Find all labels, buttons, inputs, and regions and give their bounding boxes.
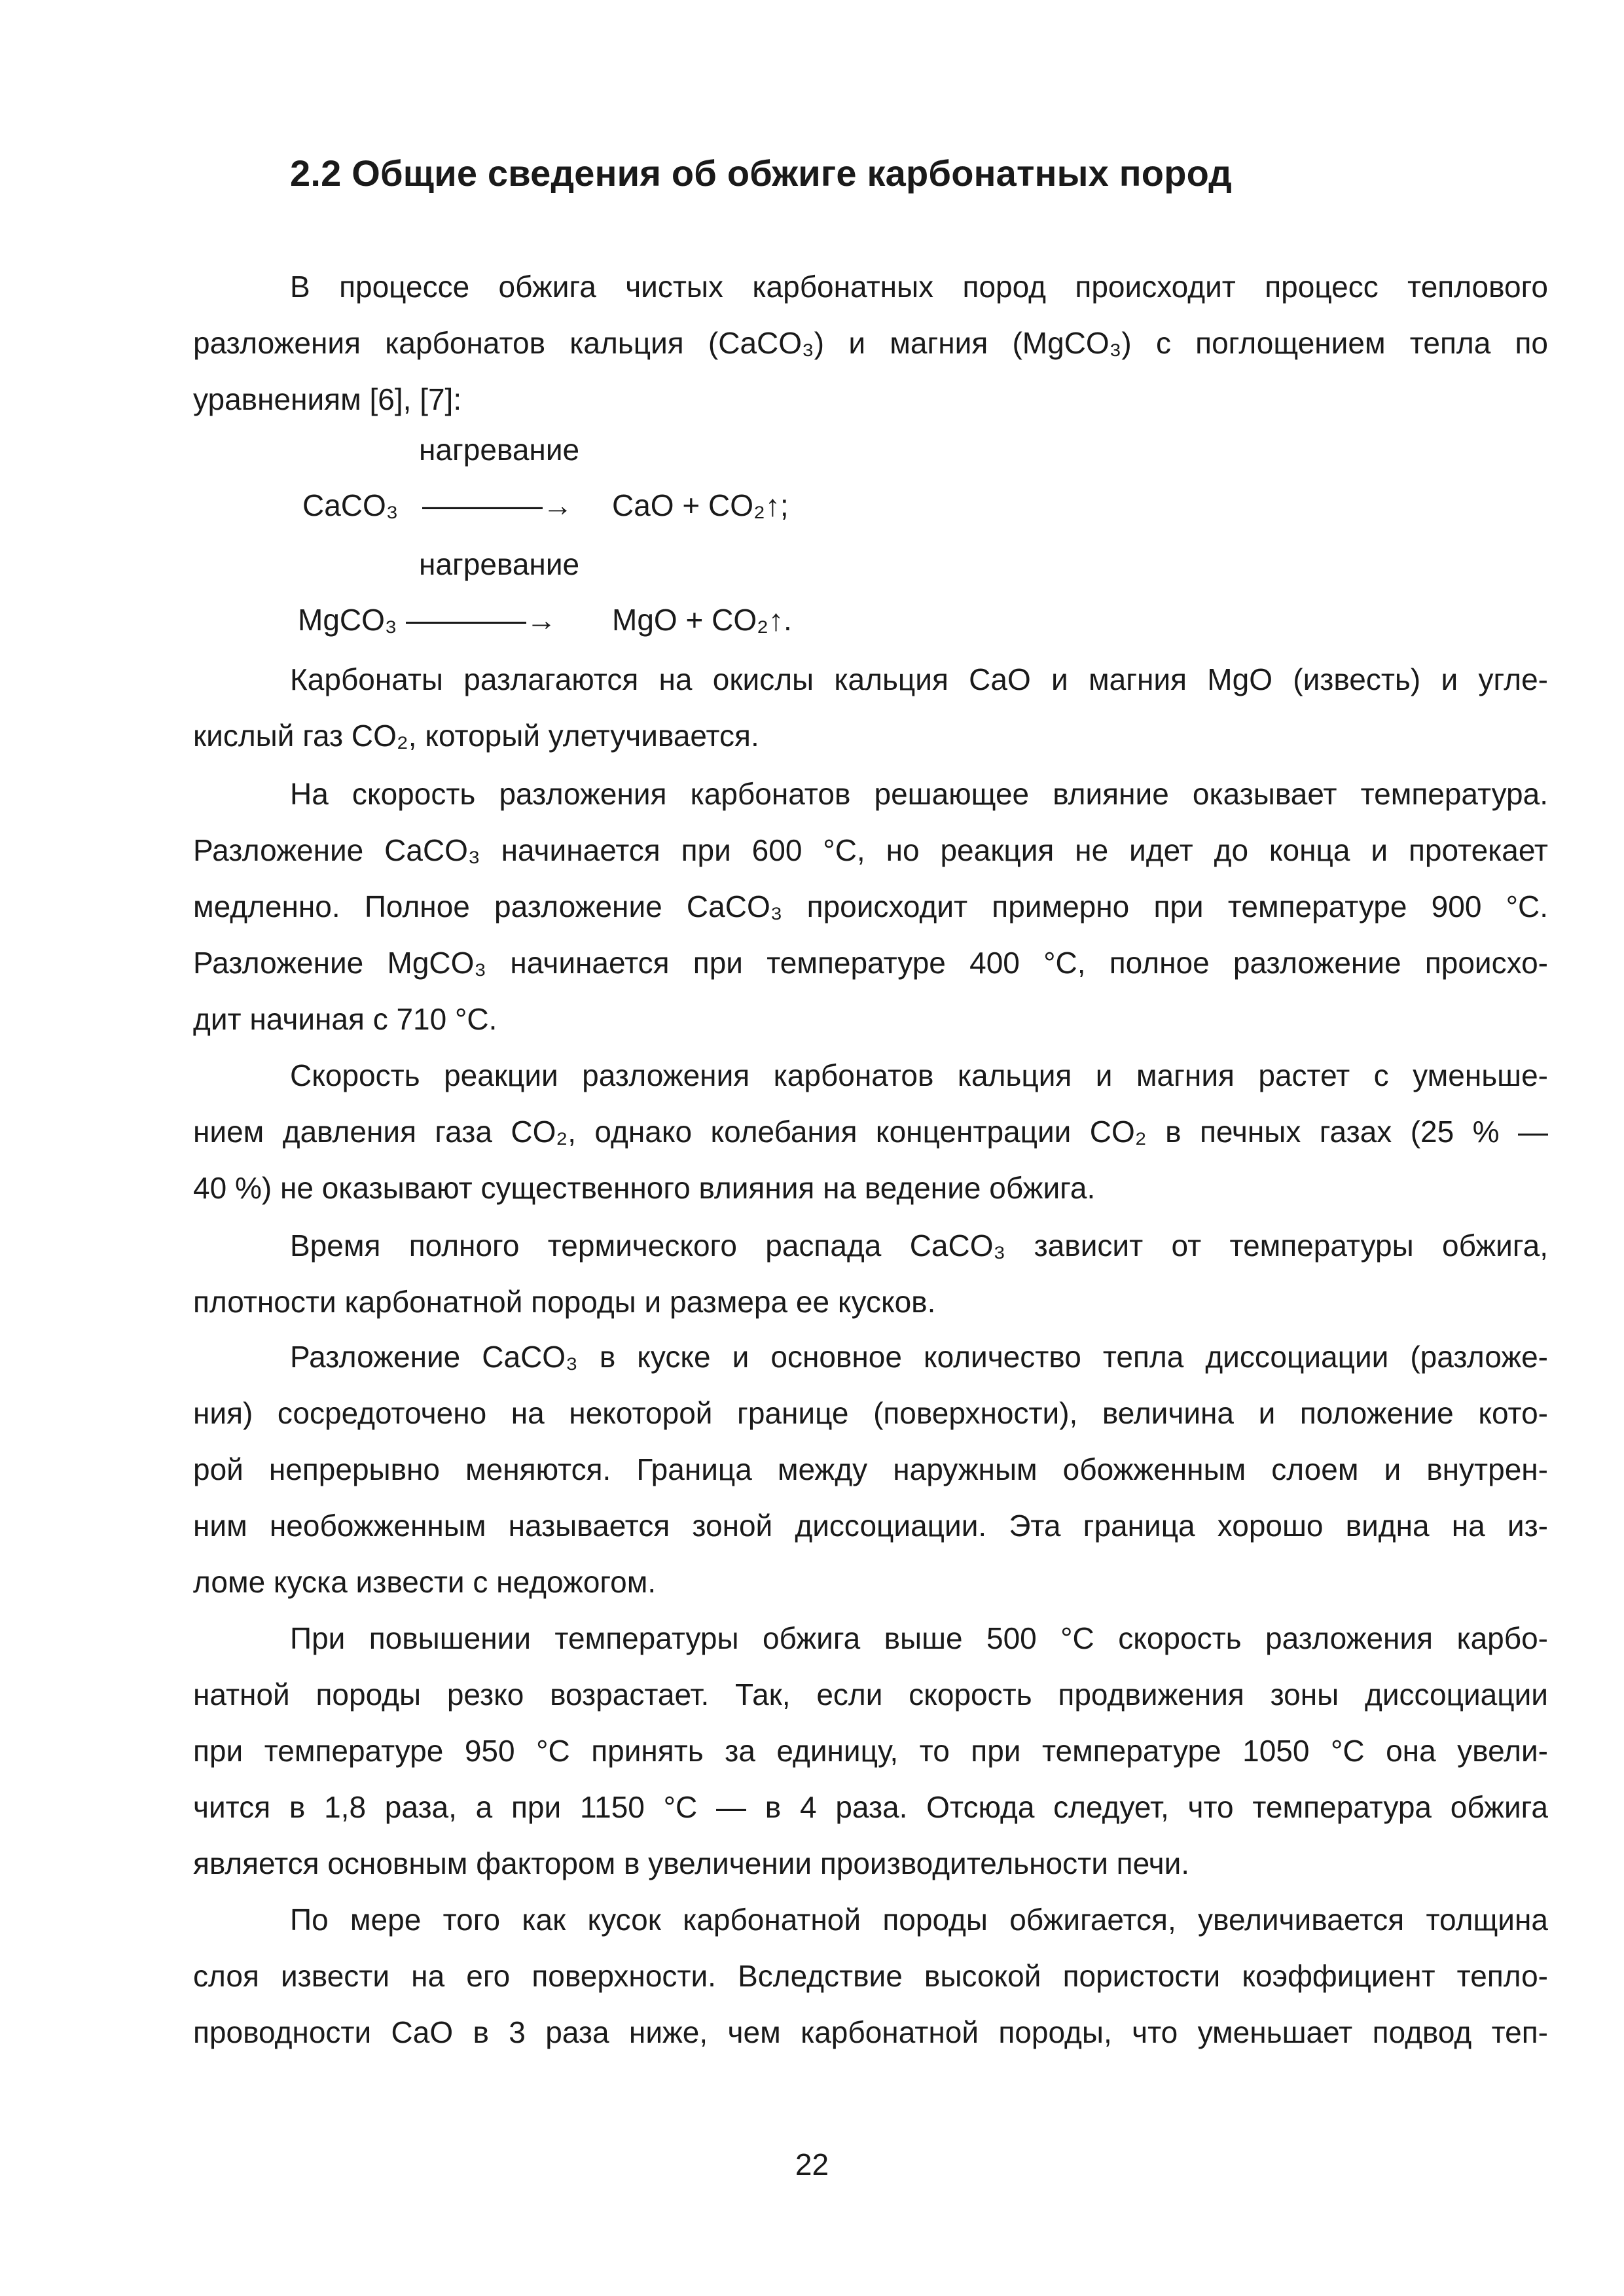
text-line: По мере того как кусок карбонатной породы обжигается, увеличивается толщина bbox=[290, 1903, 1548, 1937]
text-line: плотности карбонатной породы и размера ее кусков. bbox=[193, 1285, 936, 1319]
text-line: натной породы резко возрастает. Так, если скорость продвижения зоны диссоциации bbox=[193, 1677, 1548, 1712]
equation-1-condition: нагревание bbox=[419, 433, 580, 467]
paragraph-intro bbox=[193, 259, 1548, 427]
equation-2-arrow: ————→ bbox=[406, 603, 556, 637]
text-line: 40 %) не оказывают существенного влияния на ведение обжига. bbox=[193, 1171, 1096, 1205]
text-line: Разложение CaCO₃ начинается при 600 °С, но реакция не идет до конца и протекает bbox=[193, 833, 1548, 867]
paragraph-lime-layer bbox=[193, 1892, 1548, 2060]
text-line: В процессе обжига чистых карбонатных пород происходит процесс теплового bbox=[290, 270, 1548, 304]
text-line: слоя извести на его поверхности. Вследствие высокой пористости коэффициент тепло- bbox=[193, 1959, 1548, 1993]
equation-1-arrow: ————→ bbox=[422, 488, 573, 522]
equation-2-products: MgO + CO₂↑. bbox=[612, 603, 792, 637]
text-line: чится в 1,8 раза, а при 1150 °С — в 4 раза. Отсюда следует, что температура обжига bbox=[193, 1790, 1548, 1824]
text-line: Карбонаты разлагаются на окислы кальция CaO и магния MgO (известь) и угле- bbox=[290, 662, 1548, 696]
paragraph-temperature bbox=[193, 766, 1548, 1047]
text-line: разложения карбонатов кальция (CaCO₃) и магния (MgCO₃) с поглощением тепла по bbox=[193, 326, 1548, 360]
section-heading: 2.2 Общие сведения об обжиге карбонатных пород bbox=[290, 152, 1233, 194]
text-line: На скорость разложения карбонатов решающее влияние оказывает температура. bbox=[290, 777, 1548, 811]
text-line: уравнениям [6], [7]: bbox=[193, 382, 462, 416]
paragraph-rate-increase bbox=[193, 1610, 1548, 1892]
text-line: Разложение MgCO₃ начинается при температуре 400 °С, полное разложение происхо- bbox=[193, 946, 1548, 980]
text-line: ним необожженным называется зоной диссоциации. Эта граница хорошо видна на из- bbox=[193, 1509, 1548, 1543]
text-line: При повышении температуры обжига выше 500 °С скорость разложения карбо- bbox=[290, 1621, 1548, 1655]
text-line: Скорость реакции разложения карбонатов кальция и магния растет с уменьше- bbox=[290, 1058, 1548, 1092]
text-line: Разложение CaCO₃ в куске и основное количество тепла диссоциации (разложе- bbox=[290, 1340, 1548, 1374]
equation-1-reactant: CaCO₃ bbox=[302, 488, 399, 522]
paragraph-decay-time bbox=[193, 1217, 1548, 1330]
text-line: Время полного термического распада CaCO₃ зависит от температуры обжига, bbox=[290, 1229, 1548, 1263]
text-line: проводности CaO в 3 раза ниже, чем карбонатной породы, что уменьшает подвод теп- bbox=[193, 2015, 1548, 2049]
text-line: рой непрерывно меняются. Граница между наружным обожженным слоем и внутрен- bbox=[193, 1452, 1548, 1486]
text-line: является основным фактором в увеличении производительности печи. bbox=[193, 1846, 1190, 1880]
equation-1-products: CaO + CO₂↑; bbox=[612, 488, 789, 522]
equation-2-reactant: MgCO₃ bbox=[298, 603, 397, 637]
paragraph-dissociation-zone bbox=[193, 1329, 1548, 1610]
text-line: ломе куска извести с недожогом. bbox=[193, 1565, 657, 1599]
page-number: 22 bbox=[795, 2147, 829, 2181]
text-line: при температуре 950 °С принять за единицу, то при температуре 1050 °С она увели- bbox=[193, 1734, 1548, 1768]
text-line: ния) сосредоточено на некоторой границе (поверхности), величина и положение кото- bbox=[193, 1396, 1548, 1430]
equation-2-condition: нагревание bbox=[419, 547, 580, 581]
paragraph-pressure bbox=[193, 1047, 1548, 1216]
text-line: кислый газ CO₂, который улетучивается. bbox=[193, 719, 759, 753]
text-line: медленно. Полное разложение CaCO₃ происходит примерно при температуре 900 °С. bbox=[193, 889, 1548, 924]
text-line: нием давления газа CO₂, однако колебания концентрации CO₂ в печных газах (25 % — bbox=[193, 1115, 1548, 1149]
text-line: дит начиная с 710 °С. bbox=[193, 1002, 497, 1036]
paragraph-products bbox=[193, 651, 1548, 764]
